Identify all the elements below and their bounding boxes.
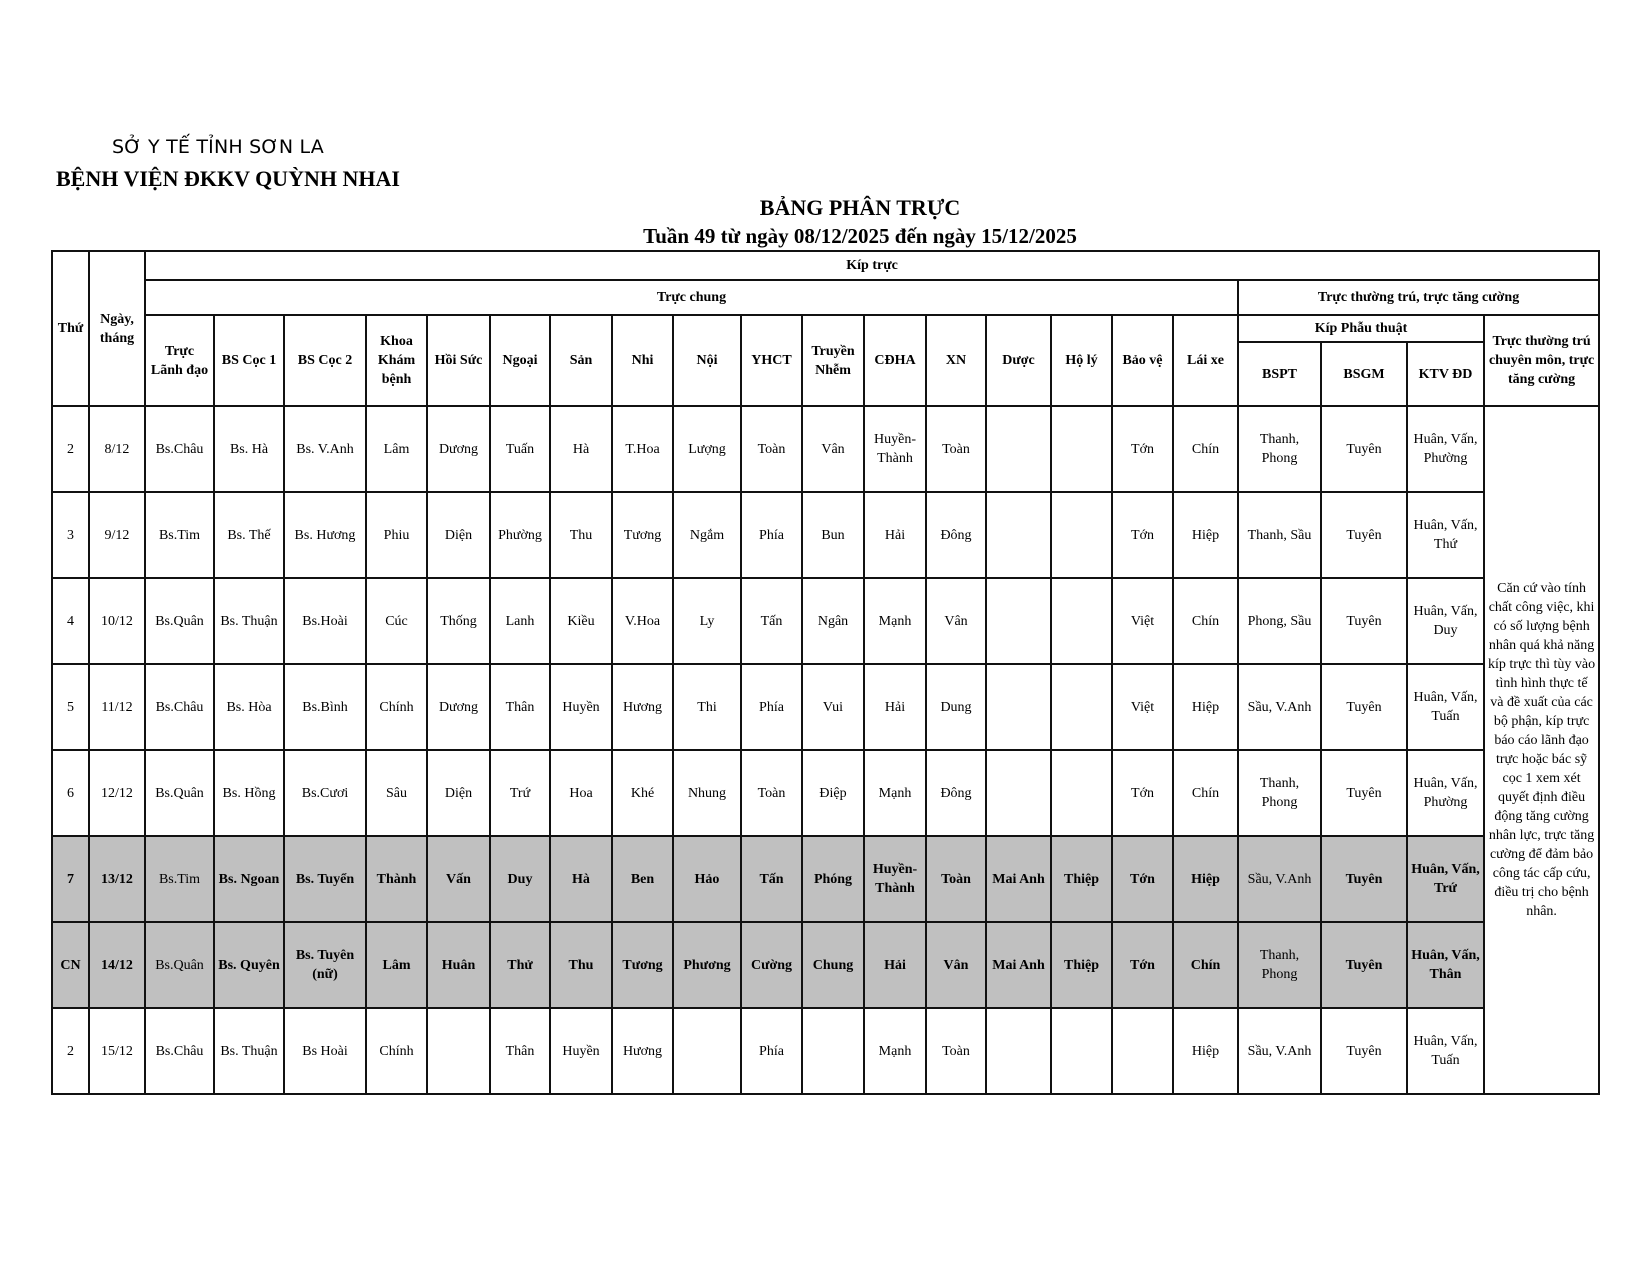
header-col: Lái xe <box>1173 315 1238 406</box>
table-cell: Diện <box>427 750 490 836</box>
table-cell: Bs. Tuyên (nữ) <box>284 922 366 1008</box>
cell-thu: 7 <box>52 836 89 922</box>
table-cell: Duy <box>490 836 550 922</box>
header-col: Nhi <box>612 315 673 406</box>
header-col: YHCT <box>741 315 802 406</box>
table-cell: Bs.Quân <box>145 750 214 836</box>
table-cell: Mạnh <box>864 578 926 664</box>
table-cell: Thanh, Phong <box>1238 406 1321 492</box>
table-cell: Thiệp <box>1051 922 1112 1008</box>
table-cell: Hải <box>864 922 926 1008</box>
table-cell: T.Hoa <box>612 406 673 492</box>
table-cell: Tớn <box>1112 492 1173 578</box>
table-cell: Dung <box>926 664 986 750</box>
table-cell: Toàn <box>926 406 986 492</box>
cell-thu: 6 <box>52 750 89 836</box>
table-cell <box>1051 1008 1112 1094</box>
table-cell: Bs.Châu <box>145 664 214 750</box>
table-cell: Tấn <box>741 578 802 664</box>
table-cell: Khé <box>612 750 673 836</box>
table-cell: Phiu <box>366 492 427 578</box>
table-cell <box>1051 750 1112 836</box>
table-cell: Bs.Hoài <box>284 578 366 664</box>
table-cell: Thành <box>366 836 427 922</box>
table-row <box>52 578 1599 664</box>
table-cell: Bs.Châu <box>145 1008 214 1094</box>
cell-ngay: 14/12 <box>89 922 145 1008</box>
table-cell: Hà <box>550 406 612 492</box>
table-cell: Mạnh <box>864 750 926 836</box>
header-truc-chung: Trực chung <box>145 280 1238 315</box>
table-cell <box>427 1008 490 1094</box>
document-title: BẢNG PHÂN TRỰC <box>759 195 961 220</box>
table-cell: Thanh, Phong <box>1238 750 1321 836</box>
table-cell: Huân, Vấn, Thứ <box>1407 492 1484 578</box>
header-col: BS Cọc 2 <box>284 315 366 406</box>
table-cell: Bs.Tim <box>145 836 214 922</box>
table-cell: Hương <box>612 1008 673 1094</box>
table-cell: Bs. Quyên <box>214 922 284 1008</box>
cell-ngay: 11/12 <box>89 664 145 750</box>
table-cell: Bs. Hương <box>284 492 366 578</box>
cell-ngay: 9/12 <box>89 492 145 578</box>
table-cell: Chín <box>1173 406 1238 492</box>
table-cell: Tớn <box>1112 750 1173 836</box>
table-cell: Lanh <box>490 578 550 664</box>
table-cell: Hiệp <box>1173 836 1238 922</box>
table-cell: Tuyên <box>1321 750 1407 836</box>
table-cell: Bs.Châu <box>145 406 214 492</box>
cell-ngay: 12/12 <box>89 750 145 836</box>
roster-body <box>52 406 1599 1094</box>
table-cell: Huân, Vấn, Tuấn <box>1407 664 1484 750</box>
table-cell: Huân, Vấn, Tuấn <box>1407 1008 1484 1094</box>
table-cell: Hải <box>864 492 926 578</box>
table-cell: Dương <box>427 406 490 492</box>
table-cell: Việt <box>1112 578 1173 664</box>
table-cell: Ngân <box>802 578 864 664</box>
table-cell: Toàn <box>926 836 986 922</box>
duty-roster-table <box>51 250 1600 1095</box>
table-cell: Chín <box>1173 750 1238 836</box>
table-cell: Trứ <box>490 750 550 836</box>
header-col: CĐHA <box>864 315 926 406</box>
table-cell: Huân, Vấn, Trứ <box>1407 836 1484 922</box>
table-cell: Bs. Ngoan <box>214 836 284 922</box>
table-row <box>52 750 1599 836</box>
table-cell: Bun <box>802 492 864 578</box>
table-cell: Bs. Hồng <box>214 750 284 836</box>
table-cell: Mạnh <box>864 1008 926 1094</box>
table-cell: Chính <box>366 664 427 750</box>
table-cell: Tuyên <box>1321 406 1407 492</box>
header-col: BS Cọc 1 <box>214 315 284 406</box>
table-cell: Tuyên <box>1321 836 1407 922</box>
table-row <box>52 664 1599 750</box>
table-cell <box>986 750 1051 836</box>
table-cell: Tớn <box>1112 922 1173 1008</box>
table-cell: Ly <box>673 578 741 664</box>
table-cell: Hoa <box>550 750 612 836</box>
table-cell: Hải <box>864 664 926 750</box>
table-cell: Lâm <box>366 922 427 1008</box>
table-cell: Bs Hoài <box>284 1008 366 1094</box>
table-cell: Bs.Quân <box>145 578 214 664</box>
hospital-name: BỆNH VIỆN ĐKKV QUỲNH NHAI <box>56 166 400 191</box>
table-cell: Huyền- Thành <box>864 836 926 922</box>
table-cell: Chung <box>802 922 864 1008</box>
table-cell: Huân, Vấn, Thân <box>1407 922 1484 1008</box>
table-cell <box>802 1008 864 1094</box>
table-cell: Vấn <box>427 836 490 922</box>
table-cell: Hiệp <box>1173 1008 1238 1094</box>
table-cell: Nhung <box>673 750 741 836</box>
table-cell: Bs.Quân <box>145 922 214 1008</box>
table-cell: Sầu, V.Anh <box>1238 664 1321 750</box>
table-cell: Toàn <box>741 406 802 492</box>
table-cell: Tớn <box>1112 836 1173 922</box>
header-col: XN <box>926 315 986 406</box>
table-cell: Thân <box>490 1008 550 1094</box>
header-col: BSPT <box>1238 342 1321 406</box>
table-cell <box>673 1008 741 1094</box>
table-cell: Bs.Cươi <box>284 750 366 836</box>
table-cell: V.Hoa <box>612 578 673 664</box>
table-cell: Chín <box>1173 922 1238 1008</box>
table-cell <box>1051 406 1112 492</box>
table-cell: Phương <box>673 922 741 1008</box>
header-col: Khoa Khám bệnh <box>366 315 427 406</box>
table-cell: Phía <box>741 492 802 578</box>
table-cell: Thanh, Sầu <box>1238 492 1321 578</box>
cell-thu: 5 <box>52 664 89 750</box>
cell-ngay: 15/12 <box>89 1008 145 1094</box>
table-cell: Vân <box>926 922 986 1008</box>
table-cell: Bs. Hòa <box>214 664 284 750</box>
table-cell <box>1051 492 1112 578</box>
cell-ngay: 13/12 <box>89 836 145 922</box>
note-cell: Căn cứ vào tính chất công việc, khi có số lượng bệnh nhân quá khả năng kíp trực thì tùy vào tình hình thực tế và đề xuất của các bộ phận, kíp trực báo cáo lãnh đạo trực hoặc bác sỹ cọc 1 xem xét quyết định điều động tăng cường nhân lực, trực tăng cường để đảm bảo công tác cấp cứu, điều trị cho bệnh nhân. <box>1484 406 1599 1094</box>
table-cell: Tuấn <box>490 406 550 492</box>
table-row <box>52 836 1599 922</box>
table-cell: Dương <box>427 664 490 750</box>
table-cell: Huyền <box>550 664 612 750</box>
table-cell: Chín <box>1173 578 1238 664</box>
table-cell: Hương <box>612 664 673 750</box>
table-cell: Thanh, Phong <box>1238 922 1321 1008</box>
table-cell: Phong, Sầu <box>1238 578 1321 664</box>
table-cell: Việt <box>1112 664 1173 750</box>
table-row <box>52 1008 1599 1094</box>
header-col: Hồi Sức <box>427 315 490 406</box>
table-cell: Thiệp <box>1051 836 1112 922</box>
table-cell: Huân, Vấn, Phường <box>1407 750 1484 836</box>
header-col: Dược <box>986 315 1051 406</box>
header-col: Ngoại <box>490 315 550 406</box>
table-row <box>52 492 1599 578</box>
table-cell: Bs.Tim <box>145 492 214 578</box>
table-cell: Hiệp <box>1173 664 1238 750</box>
document-subtitle: Tuần 49 từ ngày 08/12/2025 đến ngày 15/12/2025 <box>643 224 1077 248</box>
table-cell: Thử <box>490 922 550 1008</box>
table-cell: Kiều <box>550 578 612 664</box>
table-cell <box>986 578 1051 664</box>
header-thu: Thứ <box>52 251 89 406</box>
cell-thu: 2 <box>52 406 89 492</box>
table-cell: Sâu <box>366 750 427 836</box>
header-col: Sản <box>550 315 612 406</box>
table-cell: Tuyên <box>1321 922 1407 1008</box>
header-col: Trực Lãnh đạo <box>145 315 214 406</box>
table-row <box>52 922 1599 1008</box>
table-cell: Cường <box>741 922 802 1008</box>
table-cell <box>986 492 1051 578</box>
table-cell: Lượng <box>673 406 741 492</box>
table-cell: Thu <box>550 492 612 578</box>
table-cell: Ngắm <box>673 492 741 578</box>
table-cell: Vân <box>802 406 864 492</box>
table-cell <box>1051 578 1112 664</box>
table-cell: Điệp <box>802 750 864 836</box>
table-cell: Huân, Vấn, Phường <box>1407 406 1484 492</box>
table-cell: Tương <box>612 922 673 1008</box>
header-kip-truc: Kíp trực <box>145 251 1599 280</box>
table-cell: Phóng <box>802 836 864 922</box>
department-name: SỞ Y TẾ TỈNH SƠN LA <box>112 136 324 158</box>
table-cell: Thống <box>427 578 490 664</box>
table-cell <box>986 406 1051 492</box>
table-cell: Chính <box>366 1008 427 1094</box>
table-cell: Sầu, V.Anh <box>1238 836 1321 922</box>
table-cell: Vân <box>926 578 986 664</box>
table-cell: Tấn <box>741 836 802 922</box>
header-truc-thuong-tru: Trực thường trú, trực tăng cường <box>1238 280 1599 315</box>
table-cell: Tuyên <box>1321 492 1407 578</box>
table-cell: Vui <box>802 664 864 750</box>
table-cell: Huyền <box>550 1008 612 1094</box>
table-cell: Bs. Hà <box>214 406 284 492</box>
table-cell <box>986 664 1051 750</box>
cell-thu: 4 <box>52 578 89 664</box>
header-kip-phau-thuat: Kíp Phẫu thuật <box>1238 315 1484 342</box>
table-cell: Huân <box>427 922 490 1008</box>
table-cell: Phía <box>741 1008 802 1094</box>
header-col: Truyền Nhễm <box>802 315 864 406</box>
cell-thu: 3 <box>52 492 89 578</box>
table-cell <box>1112 1008 1173 1094</box>
table-cell: Thi <box>673 664 741 750</box>
table-cell: Bs. Tuyển <box>284 836 366 922</box>
header-col: Nội <box>673 315 741 406</box>
table-cell: Ben <box>612 836 673 922</box>
table-cell: Bs. Thuận <box>214 578 284 664</box>
table-cell: Tớn <box>1112 406 1173 492</box>
table-cell: Hà <box>550 836 612 922</box>
table-cell: Thân <box>490 664 550 750</box>
table-cell: Hiệp <box>1173 492 1238 578</box>
cell-ngay: 8/12 <box>89 406 145 492</box>
table-row <box>52 406 1599 492</box>
table-cell: Phường <box>490 492 550 578</box>
cell-ngay: 10/12 <box>89 578 145 664</box>
table-cell: Mai Anh <box>986 836 1051 922</box>
header-col: BSGM <box>1321 342 1407 406</box>
table-cell: Huân, Vấn, Duy <box>1407 578 1484 664</box>
header-col: KTV ĐD <box>1407 342 1484 406</box>
header-col: Hộ lý <box>1051 315 1112 406</box>
table-cell: Bs.Bình <box>284 664 366 750</box>
table-cell: Đông <box>926 492 986 578</box>
table-cell: Huyền- Thành <box>864 406 926 492</box>
cell-thu: CN <box>52 922 89 1008</box>
header-ngay: Ngày, tháng <box>89 251 145 406</box>
table-cell: Cúc <box>366 578 427 664</box>
table-cell: Lâm <box>366 406 427 492</box>
header-truc-chuyen-mon: Trực thường trú chuyên môn, trực tăng cường <box>1484 315 1599 406</box>
table-cell <box>1051 664 1112 750</box>
table-cell: Mai Anh <box>986 922 1051 1008</box>
table-cell: Toàn <box>926 1008 986 1094</box>
table-cell: Tuyên <box>1321 578 1407 664</box>
cell-thu: 2 <box>52 1008 89 1094</box>
table-cell: Bs. V.Anh <box>284 406 366 492</box>
table-cell: Phía <box>741 664 802 750</box>
table-cell: Hảo <box>673 836 741 922</box>
table-cell: Tương <box>612 492 673 578</box>
table-cell: Bs. Thế <box>214 492 284 578</box>
table-cell: Sầu, V.Anh <box>1238 1008 1321 1094</box>
table-cell: Tuyên <box>1321 664 1407 750</box>
table-cell <box>986 1008 1051 1094</box>
table-cell: Bs. Thuận <box>214 1008 284 1094</box>
table-cell: Toàn <box>741 750 802 836</box>
table-cell: Thu <box>550 922 612 1008</box>
header-col: Bảo vệ <box>1112 315 1173 406</box>
table-cell: Tuyên <box>1321 1008 1407 1094</box>
table-cell: Diện <box>427 492 490 578</box>
table-cell: Đông <box>926 750 986 836</box>
